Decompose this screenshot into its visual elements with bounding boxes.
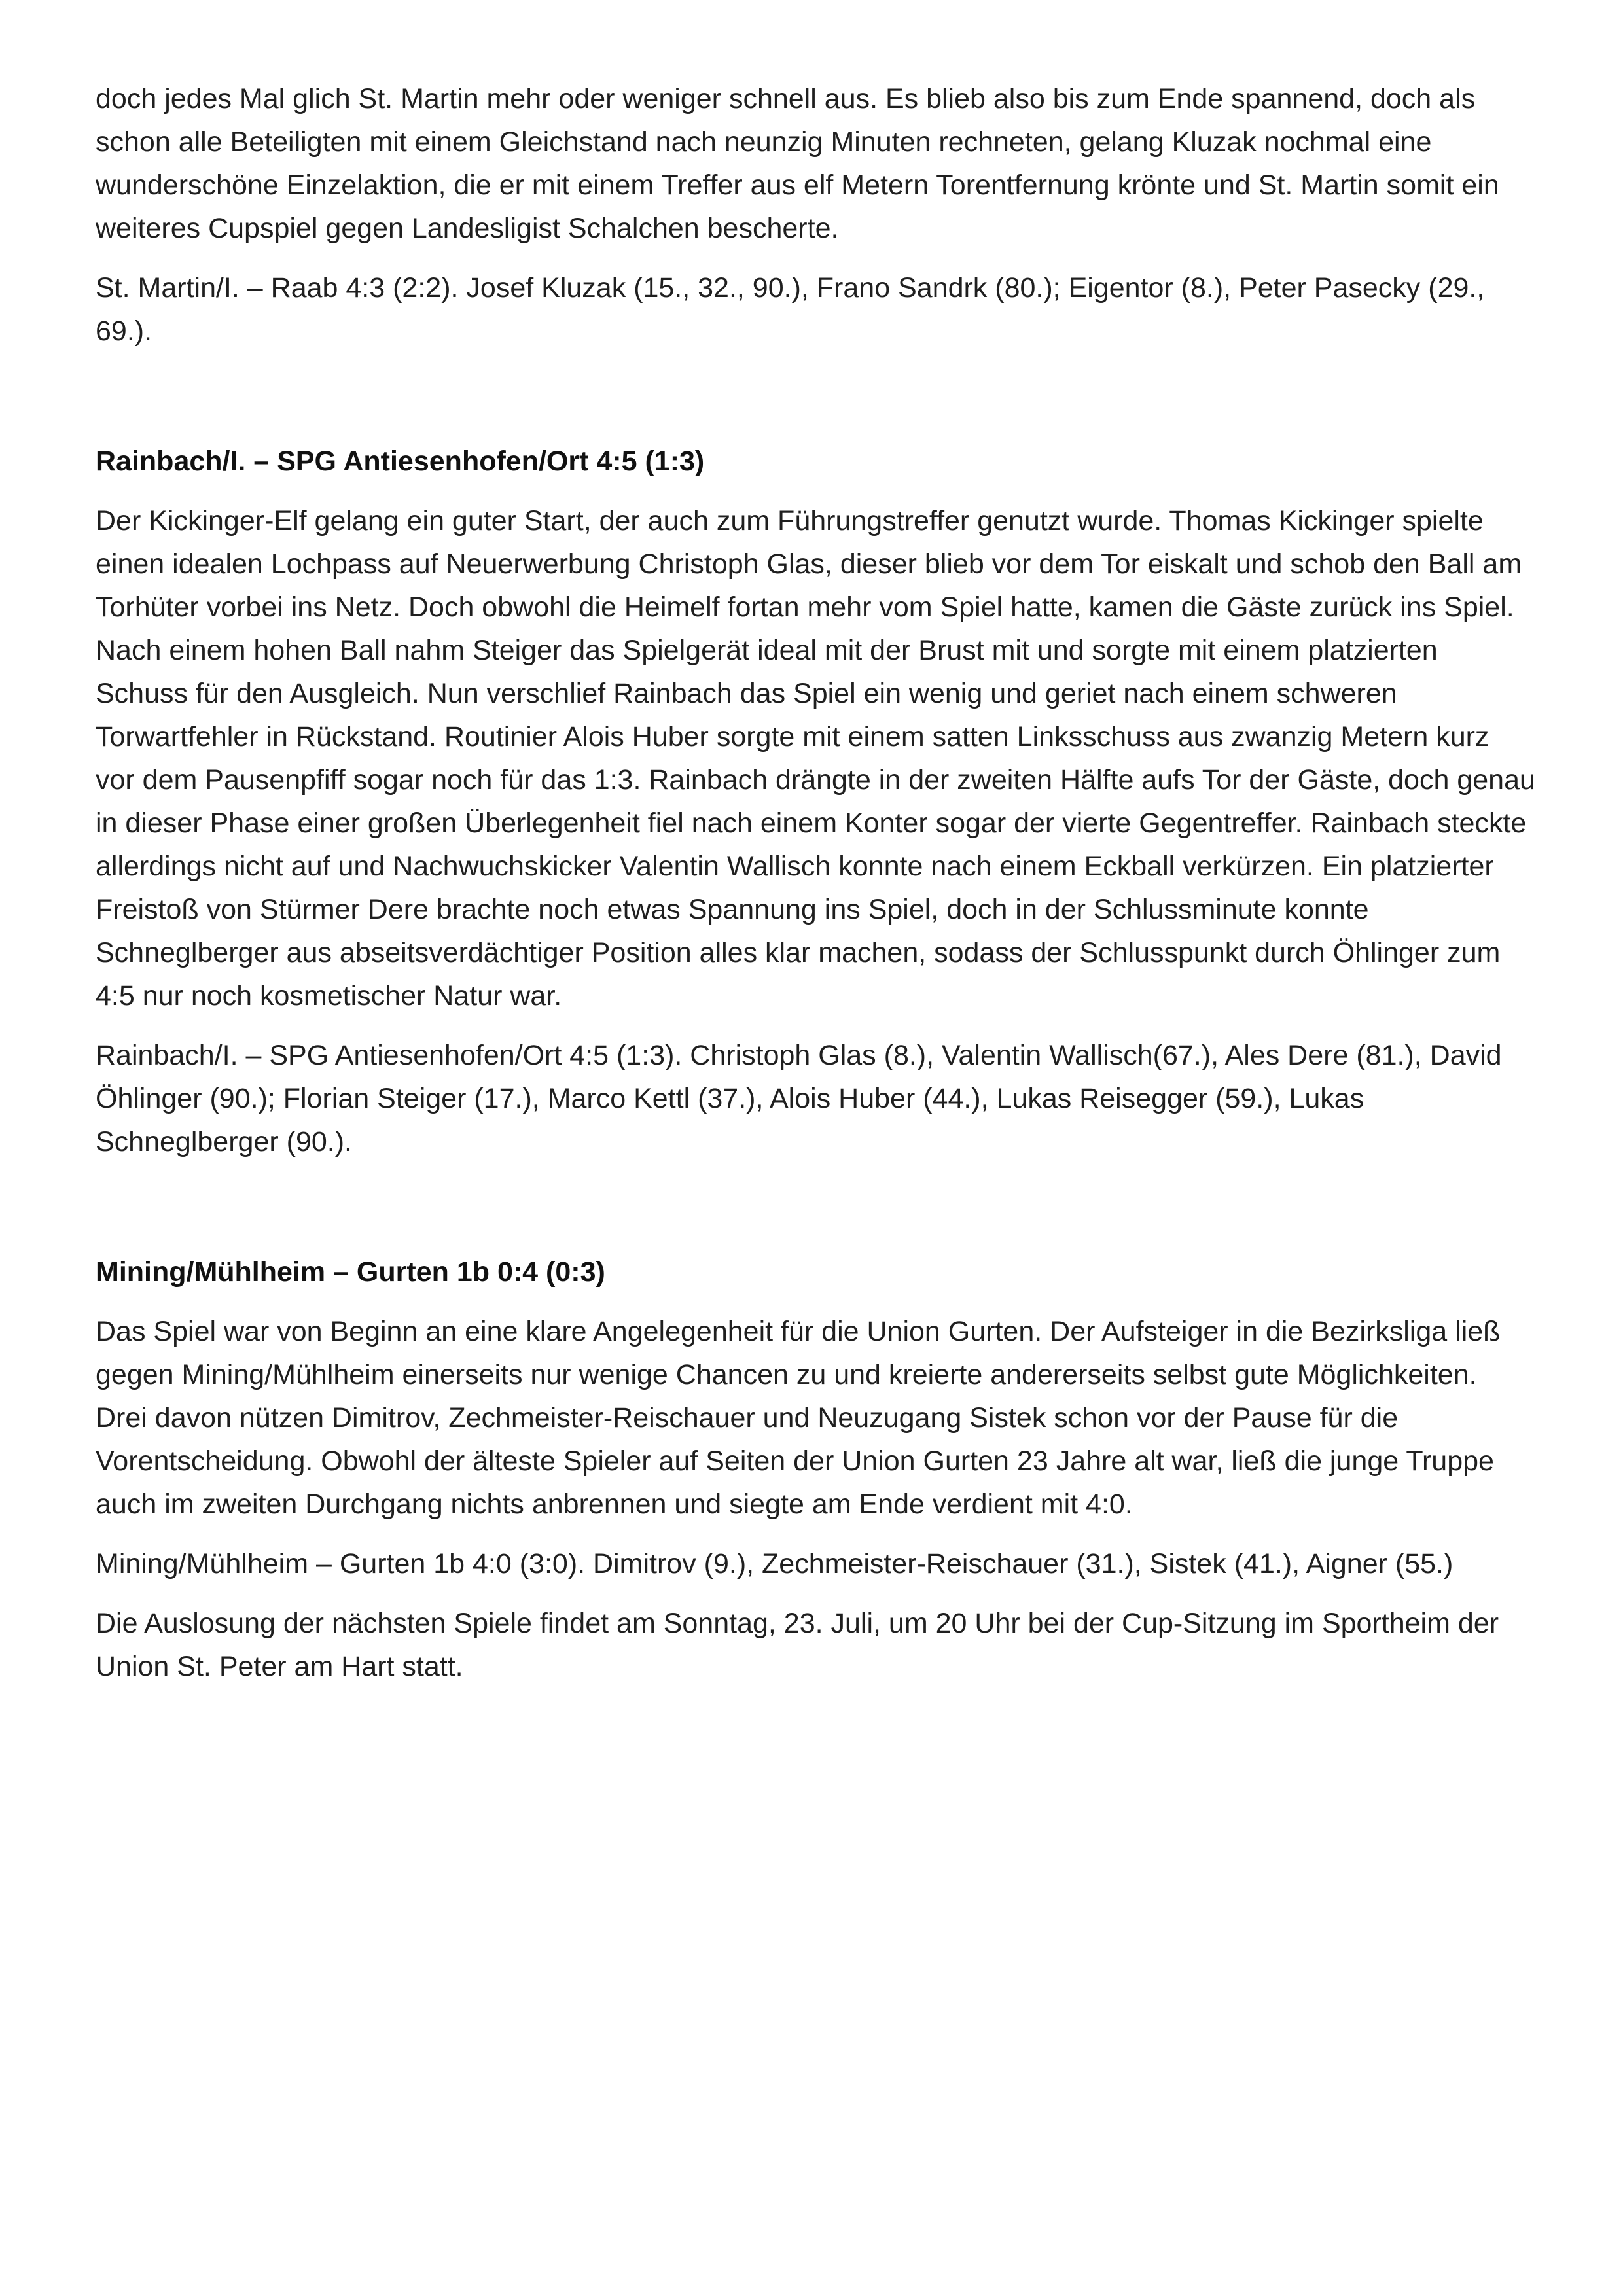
match-rainbach-section [96, 440, 1535, 1163]
match-rainbach-heading: Rainbach/I. – SPG Antiesenhofen/Ort 4:5 (1:3) [96, 446, 705, 477]
intro-section [96, 77, 1535, 353]
intro-paragraph: doch jedes Mal glich St. Martin mehr oder weniger schnell aus. Es blieb also bis zum Ende spannend, doch als schon alle Beteiligten mit einem Gleichstand nach neunzig Minuten rechneten, gelang Kluzak nochmal eine wunderschöne Einzelaktion, die er mit einem Treffer aus elf Metern Torentfernung krönte und St. Martin somit ein weiteres Cupspiel gegen Landesligist Schalchen bescherte. [96, 83, 1499, 244]
match-mining-paragraph: Das Spiel war von Beginn an eine klare Angelegenheit für die Union Gurten. Der Aufsteiger in die Bezirksliga ließ gegen Mining/Mühlheim einerseits nur wenige Chancen zu und kreierte andererseits selbst gute Möglichkeiten. Drei davon nützen Dimitrov, Zechmeister-Reischauer und Neuzugang Sistek schon vor der Pause für die Vorentscheidung. Obwohl der älteste Spieler auf Seiten der Union Gurten 23 Jahre alt war, ließ die junge Truppe auch im zweiten Durchgang nichts anbrennen und siegte am Ende verdient mit 4:0. [96, 1316, 1501, 1520]
intro-result: St. Martin/I. – Raab 4:3 (2:2). Josef Kluzak (15., 32., 90.), Frano Sandrk (80.); Eigentor (8.), Peter Pasecky (29., 69.). [96, 272, 1485, 347]
match-mining-section [96, 1250, 1535, 1688]
match-mining-result: Mining/Mühlheim – Gurten 1b 4:0 (3:0). Dimitrov (9.), Zechmeister-Reischauer (31.), Sistek (41.), Aigner (55.) [96, 1548, 1454, 1580]
document-page [96, 77, 1535, 1704]
section-spacer [96, 1180, 1535, 1250]
section-spacer [96, 369, 1535, 440]
match-rainbach-paragraph: Der Kickinger-Elf gelang ein guter Start, der auch zum Führungstreffer genutzt wurde. Thomas Kickinger spielte einen idealen Lochpass auf Neuerwerbung Christoph Glas, dieser blieb vor dem Tor eiskalt und schob den Ball am Torhüter vorbei ins Netz. Doch obwohl die Heimelf fortan mehr vom Spiel hatte, kamen die Gäste zurück ins Spiel. Nach einem hohen Ball nahm Steiger das Spielgerät ideal mit der Brust mit und sorgte mit einem platzierten Schuss für den Ausgleich. Nun verschlief Rainbach das Spiel ein wenig und geriet nach einem schweren Torwartfehler in Rückstand. Routinier Alois Huber sorgte mit einem satten Linksschuss aus zwanzig Metern kurz vor dem Pausenpfiff sogar noch für das 1:3. Rainbach drängte in der zweiten Hälfte aufs Tor der Gäste, doch genau in dieser Phase einer großen Überlegenheit fiel nach einem Konter sogar der vierte Gegentreffer. Rainbach steckte allerdings nicht auf und Nachwuchskicker Valentin Wallisch konnte nach einem Eckball verkürzen. Ein platzierter Freistoß von Stürmer Dere brachte noch etwas Spannung ins Spiel, doch in der Schlussminute konnte Schneglberger aus abseitsverdächtiger Position alles klar machen, sodass der Schlusspunkt durch Öhlinger zum 4:5 nur noch kosmetischer Natur war. [96, 505, 1535, 1012]
match-rainbach-result: Rainbach/I. – SPG Antiesenhofen/Ort 4:5 (1:3). Christoph Glas (8.), Valentin Wallisch(67.), Ales Dere (81.), David Öhlinger (90.); Florian Steiger (17.), Marco Kettl (37.), Alois Huber (44.), Lukas Reisegger (59.), Lukas Schneglberger (90.). [96, 1040, 1502, 1157]
closing-paragraph: Die Auslosung der nächsten Spiele findet am Sonntag, 23. Juli, um 20 Uhr bei der Cup-Sitzung im Sportheim der Union St. Peter am Hart statt. [96, 1608, 1499, 1682]
match-mining-heading: Mining/Mühlheim – Gurten 1b 0:4 (0:3) [96, 1256, 605, 1288]
